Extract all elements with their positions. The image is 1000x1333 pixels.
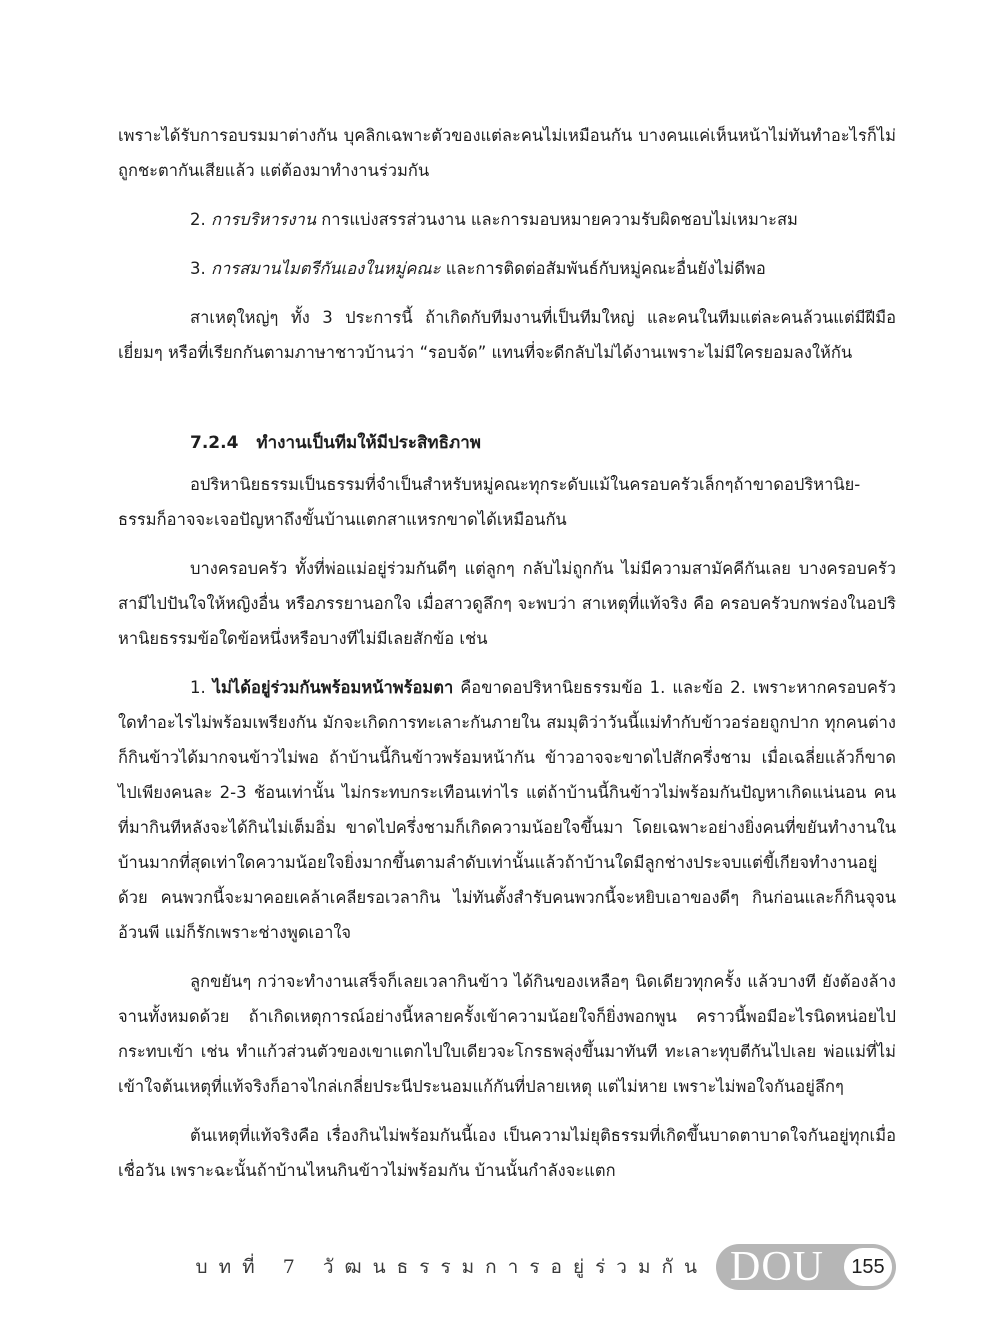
section-spacer [118,384,896,426]
paragraph-4: สาเหตุใหญ่ๆ ทั้ง 3 ประการนี้ ถ้าเกิดกับทีมงานที่เป็นทีมใหญ่ และคนในทีมแต่ละคนล้วนแต่มีฝีมือเยี่ยมๆ หรือที่เรียกกันตามภาษาชาวบ้านว่า “รอบจัด” แทนที่จะดีกลับไม่ได้งานเพราะไม่มีใครยอมลงให้กัน [118,308,896,362]
section-title: ทำงานเป็นทีมให้มีประสิทธิภาพ [256,433,481,453]
main-content [118,118,896,1202]
list-item-2-text: การแบ่งสรรส่วนงาน และการมอบหมายความรับผิดชอบไม่เหมาะสม [316,210,798,229]
list-item-3-term: การสมานไมตรีกันเองในหมู่คณะ [211,259,441,278]
list-item-2 [118,202,896,237]
section-number: 7.2.4 [190,433,239,453]
list-item-2-term: การบริหารงาน [211,210,317,229]
list-item-3-number: 3. [190,259,206,278]
list-item-2-number: 2. [190,210,206,229]
dou-logo: DOU [730,1244,824,1290]
paragraph-7-heading: ไม่ได้อยู่ร่วมกันพร้อมหน้าพร้อมตา [212,678,454,697]
paragraph-8: ลูกขยันๆ กว่าจะทำงานเสร็จก็เลยเวลากินข้าว ได้กินของเหลือๆ นิดเดียวทุกครั้ง แล้วบางที ยังต้องล้างจานทั้งหมดด้วย ถ้าเกิดเหตุการณ์อย่างนี้หลายครั้งเข้าความน้อยใจก็ยิ่งพอกพูน คราวนี้พอมีอะไรนิดหน่อยไปกระทบเข้า เช่น ทำแก้วส่วนตัวของเขาแตกไปใบเดียวจะโกรธพลุ่งขึ้นมาทันที ทะเลาะทุบตีกันไปเลย พ่อแม่ที่ไม่เข้าใจต้นเหตุที่แท้จริงก็อาจไกล่เกลี่ยประนีประนอมแก้กันที่ปลายเหตุ แต่ไม่หาย เพราะไม่พอใจกันอยู่ลึกๆ [118,972,896,1096]
page-badge [716,1244,896,1290]
paragraph-7-number: 1. [190,678,206,697]
page-number: 155 [844,1248,892,1286]
paragraph-5: อปริหานิยธรรมเป็นธรรมที่จำเป็นสำหรับหมู่คณะทุกระดับแม้ในครอบครัวเล็กๆถ้าขาดอปริหานิย-ธรรมก็อาจจะเจอปัญหาถึงขั้นบ้านแตกสาแหรกขาดได้เหมือนกัน [118,475,861,529]
paragraph-6: บางครอบครัว ทั้งที่พ่อแม่อยู่ร่วมกันดีๆ แต่ลูกๆ กลับไม่ถูกกัน ไม่มีความสามัคคีกันเลย บางครอบครัวสามีไปปันใจให้หญิงอื่น หรือภรรยานอกใจ เมื่อสาวดูลึกๆ จะพบว่า สาเหตุที่แท้จริง คือ ครอบครัวบกพร่องในอปริหานิยธรรมข้อใดข้อหนึ่งหรือบางทีไม่มีเลยสักข้อ เช่น [118,559,896,648]
paragraph-7 [118,670,896,950]
paragraph-1: เพราะได้รับการอบรมมาต่างกัน บุคลิกเฉพาะตัวของแต่ละคนไม่เหมือนกัน บางคนแค่เห็นหน้าไม่ทันทำอะไรก็ไม่ถูกชะตากันเสียแล้ว แต่ต้องมาทำงานร่วมกัน [118,126,896,180]
paragraph-9: ต้นเหตุที่แท้จริงคือ เรื่องกินไม่พร้อมกันนี้เอง เป็นความไม่ยุติธรรมที่เกิดขึ้นบาดตาบาดใจกันอยู่ทุกเมื่อเชื่อวัน เพราะฉะนั้นถ้าบ้านไหนกินข้าวไม่พร้อมกัน บ้านนั้นกำลังจะแตก [118,1126,896,1180]
list-item-3 [118,251,896,286]
section-heading [118,426,896,461]
page-footer [0,1244,1000,1290]
paragraph-7-text: คือขาดอปริหานิยธรรมข้อ 1. และข้อ 2. เพราะหากครอบครัวใดทำอะไรไม่พร้อมเพรียงกัน มักจะเกิดการทะเลาะกันภายใน สมมุติว่าวันนี้แม่ทำกับข้าวอร่อยถูกปาก ทุกคนต่างก็กินข้าวได้มากจนข้าวไม่พอ ถ้าบ้านนี้กินข้าวพร้อมหน้ากัน ข้าวอาจจะขาดไปสักครึ่งชาม เมื่อเฉลี่ยแล้วก็ขาดไปเพียงคนละ 2-3 ช้อนเท่านั้น ไม่กระทบกระเทือนเท่าไร แต่ถ้าบ้านนี้กินข้าวไม่พร้อมกันปัญหาเกิดแน่นอน คนที่มากินทีหลังจะได้กินไม่เต็มอิ่ม ขาดไปครึ่งชามก็เกิดความน้อยใจขึ้นมา โดยเฉพาะอย่างยิ่งคนที่ขยันทำงานในบ้านมากที่สุดเท่าใดความน้อยใจยิ่งมากขึ้นตามลำดับเท่านั้นแล้วถ้าบ้านใดมีลูกช่างประจบแต่ขี้เกียจทำงานอยู่ด้วย คนพวกนี้จะมาคอยเคล้าเคลียรอเวลากิน ไม่ทันตั้งสำรับคนพวกนี้จะหยิบเอาของดีๆ กินก่อนและก็กินจุจนอ้วนพี แม่ก็รักเพราะช่างพูดเอาใจ [118,678,896,942]
list-item-3-text: และการติดต่อสัมพันธ์กับหมู่คณะอื่นยังไม่ดีพอ [440,259,766,278]
chapter-title: บทที่ 7 วัฒนธรรมการอยู่ร่วมกัน [195,1256,708,1278]
